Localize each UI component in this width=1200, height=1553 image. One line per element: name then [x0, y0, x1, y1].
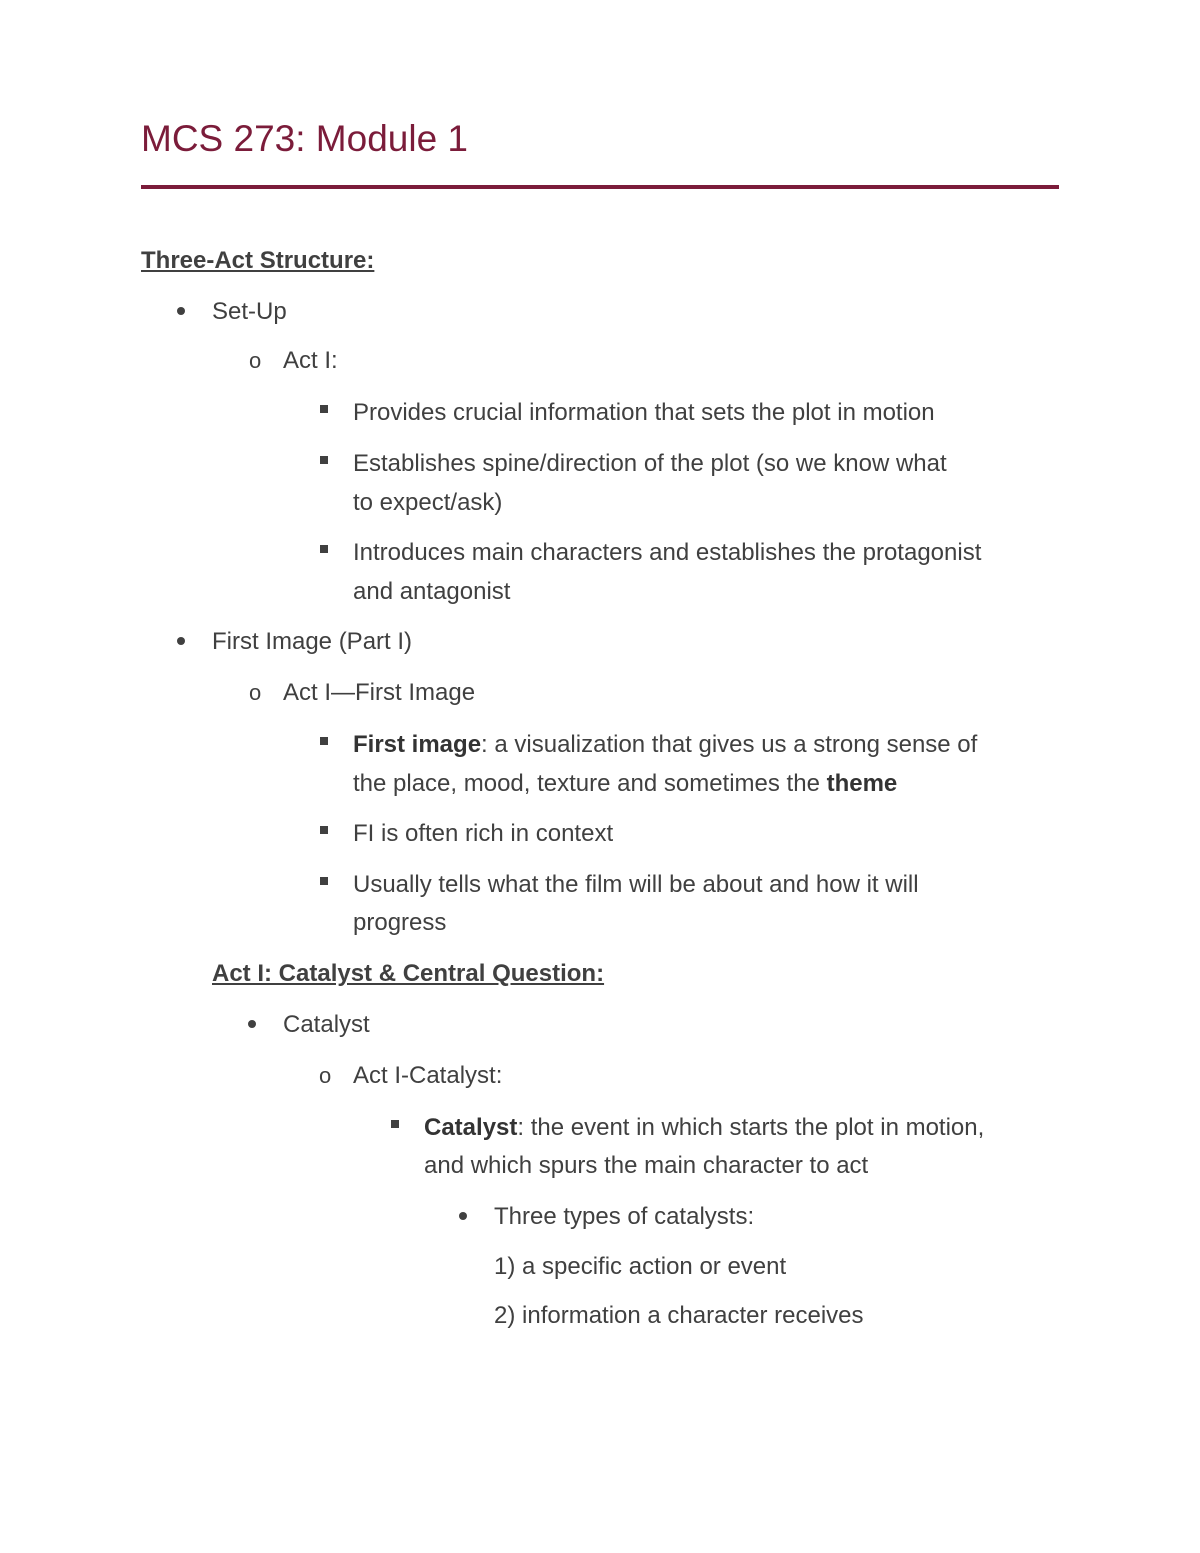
point-establishes-l2: to expect/ask) [353, 489, 503, 516]
point-provides: Provides crucial information that sets the plot in motion [353, 399, 935, 426]
bullet-square-icon [320, 737, 328, 745]
term-theme: theme [826, 770, 898, 797]
point-usually-l2: progress [353, 909, 447, 936]
point-introduces-l2: and antagonist [353, 578, 511, 605]
list-item-setup: Set-Up [212, 298, 287, 325]
list-item-first-image: First Image (Part I) [212, 628, 413, 655]
bullet-circle-icon: o [319, 1063, 332, 1088]
bullet-square-icon [320, 545, 328, 553]
sub-item-act-i: Act I: [283, 347, 338, 374]
point-introduces-l1: Introduces main characters and establishes the protagonist [353, 539, 982, 566]
bullet-dot-icon [459, 1212, 467, 1220]
bullet-square-icon [320, 826, 328, 834]
bullet-circle-icon: o [249, 348, 262, 373]
bullet-square-icon [320, 456, 328, 464]
term-first-image: First image [353, 731, 482, 758]
point-first-image-l1: First image: a visualization that gives us a strong sense of [353, 731, 978, 758]
numbered-item-2: 2) information a character receives [494, 1302, 864, 1329]
title-divider [141, 185, 1059, 189]
bullet-square-icon [320, 877, 328, 885]
point-first-image-l2: the place, mood, texture and sometimes the theme [353, 770, 898, 797]
point-fi-rich: FI is often rich in context [353, 820, 614, 847]
page-title: MCS 273: Module 1 [141, 118, 469, 159]
bullet-square-icon [391, 1120, 399, 1128]
numbered-item-1: 1) a specific action or event [494, 1253, 787, 1280]
point-establishes-l1: Establishes spine/direction of the plot (so we know what [353, 450, 947, 477]
bullet-circle-icon: o [249, 680, 262, 705]
bullet-dot-icon [177, 307, 185, 315]
bullet-dot-icon [177, 637, 185, 645]
section-heading-three-act: Three-Act Structure: [141, 247, 375, 274]
bullet-square-icon [320, 405, 328, 413]
term-catalyst: Catalyst [424, 1114, 518, 1141]
point-catalyst-l2: and which spurs the main character to act [424, 1152, 869, 1179]
section-heading-catalyst: Act I: Catalyst & Central Question: [212, 960, 605, 987]
sub-item-act-i-catalyst: Act I-Catalyst: [353, 1062, 503, 1089]
bullet-dot-icon [248, 1020, 256, 1028]
point-catalyst-l1: Catalyst: the event in which starts the plot in motion, [424, 1114, 985, 1141]
list-item-catalyst: Catalyst [283, 1011, 370, 1038]
point-usually-l1: Usually tells what the film will be about and how it will [353, 871, 919, 898]
sub-bullet-three-types: Three types of catalysts: [494, 1203, 755, 1230]
sub-item-act-i-first-image: Act I—First Image [283, 679, 476, 706]
